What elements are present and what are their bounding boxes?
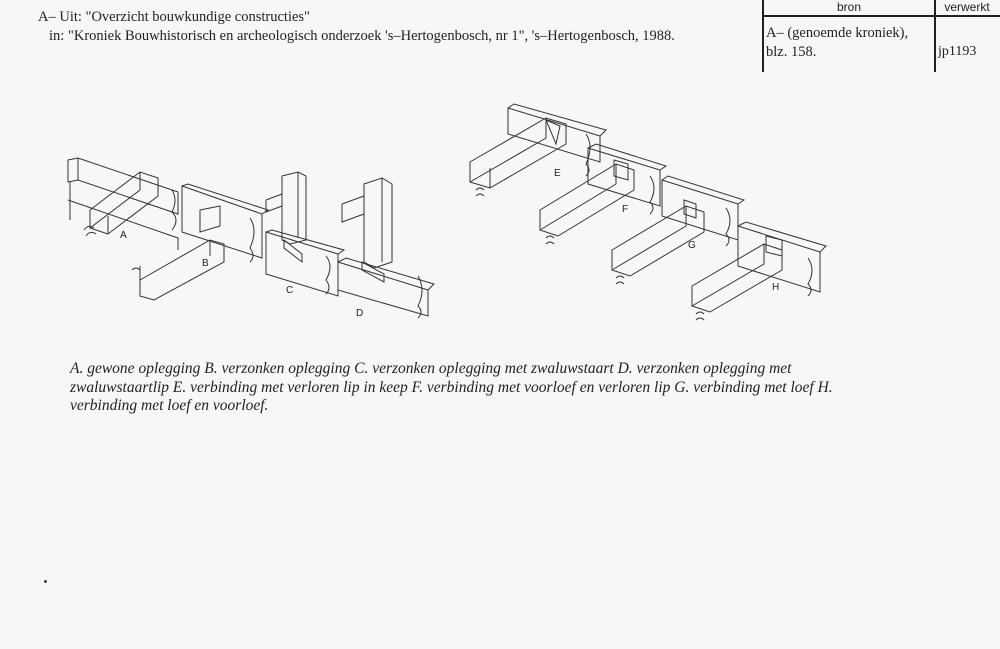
drawing-d (338, 178, 434, 318)
figure-caption: A. gewone oplegging B. verzonken oplegging C. verzonken oplegging met zwaluwstaart D. verzonken oplegging met zwaluwstaartlip E. verbinding met verloren lip in keep F. verbinding met voorloef en verloren lip G. verbinding met loef H. verbinding met loef en voorloef. (70, 360, 833, 414)
header-line-1: A– Uit: "Overzicht bouwkundige constructies" (38, 9, 310, 25)
label-h: H (772, 282, 780, 293)
drawing-h (692, 222, 826, 320)
label-g: G (688, 240, 696, 251)
source-value: A– (genoemde kroniek), blz. 158. (766, 25, 909, 60)
label-a: A (120, 230, 127, 241)
header-line-2: in: "Kroniek Bouwhistorisch en archeologisch onderzoek 's–Hertogenbosch, nr 1", 's–Hertogenbosch, 1988. (49, 28, 675, 44)
scan-speck (44, 580, 47, 583)
drawing-c (266, 172, 344, 296)
drawing-g (612, 176, 744, 284)
label-c: C (286, 285, 294, 296)
processed-header: verwerkt (944, 0, 990, 14)
label-d: D (356, 308, 364, 319)
label-b: B (202, 258, 209, 269)
processed-value: jp1193 (938, 44, 977, 59)
label-e: E (554, 168, 561, 179)
drawing-b (132, 184, 268, 300)
source-header: bron (836, 0, 862, 14)
label-f: F (622, 204, 629, 215)
